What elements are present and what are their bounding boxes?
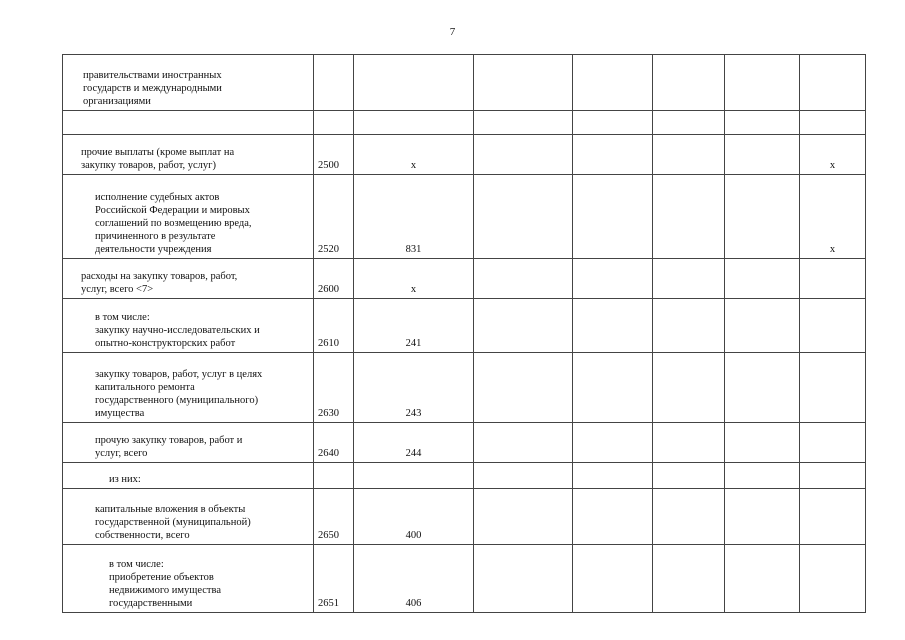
row-kbk-cell: 831 bbox=[354, 175, 474, 259]
row-last-cell bbox=[800, 545, 866, 613]
row-value-cell bbox=[474, 111, 573, 135]
row-value-cell bbox=[573, 175, 653, 259]
row-name-cell: расходы на закупку товаров, работ, услуг, всего <7> bbox=[63, 259, 314, 299]
row-name-cell bbox=[63, 111, 314, 135]
row-value-cell bbox=[653, 111, 725, 135]
row-kbk-cell: x bbox=[354, 259, 474, 299]
row-value-cell bbox=[474, 135, 573, 175]
row-value-cell bbox=[725, 259, 800, 299]
row-kbk-cell: 400 bbox=[354, 489, 474, 545]
row-value-cell bbox=[573, 299, 653, 353]
table-row bbox=[63, 55, 866, 111]
row-name-cell: прочие выплаты (кроме выплат на закупку товаров, работ, услуг) bbox=[63, 135, 314, 175]
row-value-cell bbox=[653, 545, 725, 613]
row-name-cell: закупку товаров, работ, услуг в целях капитального ремонта государственного (муниципального) имущества bbox=[63, 353, 314, 423]
row-last-cell bbox=[800, 259, 866, 299]
row-value-cell bbox=[573, 423, 653, 463]
row-last-cell bbox=[800, 111, 866, 135]
row-value-cell bbox=[573, 463, 653, 489]
row-value-cell bbox=[474, 463, 573, 489]
row-value-cell bbox=[474, 423, 573, 463]
row-kbk-cell bbox=[354, 463, 474, 489]
table-row bbox=[63, 545, 866, 613]
row-last-cell bbox=[800, 353, 866, 423]
row-name-cell: в том числе: приобретение объектов недвижимого имущества государственными bbox=[63, 545, 314, 613]
row-value-cell bbox=[725, 135, 800, 175]
row-value-cell bbox=[725, 353, 800, 423]
table-row bbox=[63, 353, 866, 423]
row-code-cell bbox=[314, 111, 354, 135]
row-kbk-cell bbox=[354, 55, 474, 111]
row-value-cell bbox=[725, 545, 800, 613]
row-value-cell bbox=[474, 545, 573, 613]
row-value-cell bbox=[653, 353, 725, 423]
row-value-cell bbox=[573, 545, 653, 613]
row-value-cell bbox=[573, 111, 653, 135]
row-kbk-cell: 406 bbox=[354, 545, 474, 613]
row-value-cell bbox=[474, 299, 573, 353]
row-code-cell: 2500 bbox=[314, 135, 354, 175]
row-value-cell bbox=[573, 259, 653, 299]
row-last-cell bbox=[800, 463, 866, 489]
row-value-cell bbox=[474, 175, 573, 259]
row-value-cell bbox=[474, 55, 573, 111]
row-kbk-cell bbox=[354, 111, 474, 135]
row-value-cell bbox=[725, 55, 800, 111]
row-value-cell bbox=[653, 299, 725, 353]
row-code-cell: 2610 bbox=[314, 299, 354, 353]
row-name-cell: из них: bbox=[63, 463, 314, 489]
row-kbk-cell: x bbox=[354, 135, 474, 175]
row-value-cell bbox=[573, 353, 653, 423]
row-value-cell bbox=[725, 423, 800, 463]
row-code-cell: 2651 bbox=[314, 545, 354, 613]
table-row bbox=[63, 111, 866, 135]
row-name-cell: капитальные вложения в объекты государственной (муниципальной) собственности, всего bbox=[63, 489, 314, 545]
row-value-cell bbox=[573, 55, 653, 111]
row-last-cell bbox=[800, 55, 866, 111]
row-value-cell bbox=[653, 463, 725, 489]
row-value-cell bbox=[725, 175, 800, 259]
row-name-cell: прочую закупку товаров, работ и услуг, всего bbox=[63, 423, 314, 463]
row-kbk-cell: 243 bbox=[354, 353, 474, 423]
table-row bbox=[63, 463, 866, 489]
table-row bbox=[63, 175, 866, 259]
row-value-cell bbox=[573, 489, 653, 545]
row-name-cell: правительствами иностранных государств и международными организациями bbox=[63, 55, 314, 111]
table-row bbox=[63, 489, 866, 545]
row-value-cell bbox=[653, 175, 725, 259]
row-code-cell: 2640 bbox=[314, 423, 354, 463]
row-value-cell bbox=[653, 423, 725, 463]
row-value-cell bbox=[653, 135, 725, 175]
row-last-cell bbox=[800, 489, 866, 545]
row-code-cell: 2600 bbox=[314, 259, 354, 299]
financial-table bbox=[62, 54, 866, 613]
table-row bbox=[63, 135, 866, 175]
row-value-cell bbox=[653, 489, 725, 545]
row-value-cell bbox=[653, 55, 725, 111]
row-value-cell bbox=[573, 135, 653, 175]
row-code-cell: 2520 bbox=[314, 175, 354, 259]
row-name-cell: исполнение судебных актов Российской Федерации и мировых соглашений по возмещению вреда, причиненного в результате деятельности учреждения bbox=[63, 175, 314, 259]
row-value-cell bbox=[474, 489, 573, 545]
row-last-cell bbox=[800, 423, 866, 463]
row-code-cell: 2630 bbox=[314, 353, 354, 423]
row-value-cell bbox=[725, 463, 800, 489]
row-last-cell bbox=[800, 299, 866, 353]
row-value-cell bbox=[474, 259, 573, 299]
row-last-cell: x bbox=[800, 135, 866, 175]
row-code-cell bbox=[314, 55, 354, 111]
row-name-cell: в том числе: закупку научно-исследовательских и опытно-конструкторских работ bbox=[63, 299, 314, 353]
row-last-cell: x bbox=[800, 175, 866, 259]
row-kbk-cell: 244 bbox=[354, 423, 474, 463]
row-value-cell bbox=[474, 353, 573, 423]
row-code-cell: 2650 bbox=[314, 489, 354, 545]
table-row bbox=[63, 423, 866, 463]
table-row bbox=[63, 259, 866, 299]
row-value-cell bbox=[725, 489, 800, 545]
row-value-cell bbox=[653, 259, 725, 299]
row-value-cell bbox=[725, 299, 800, 353]
row-kbk-cell: 241 bbox=[354, 299, 474, 353]
row-value-cell bbox=[725, 111, 800, 135]
table-row bbox=[63, 299, 866, 353]
page-number: 7 bbox=[449, 26, 456, 38]
row-code-cell bbox=[314, 463, 354, 489]
